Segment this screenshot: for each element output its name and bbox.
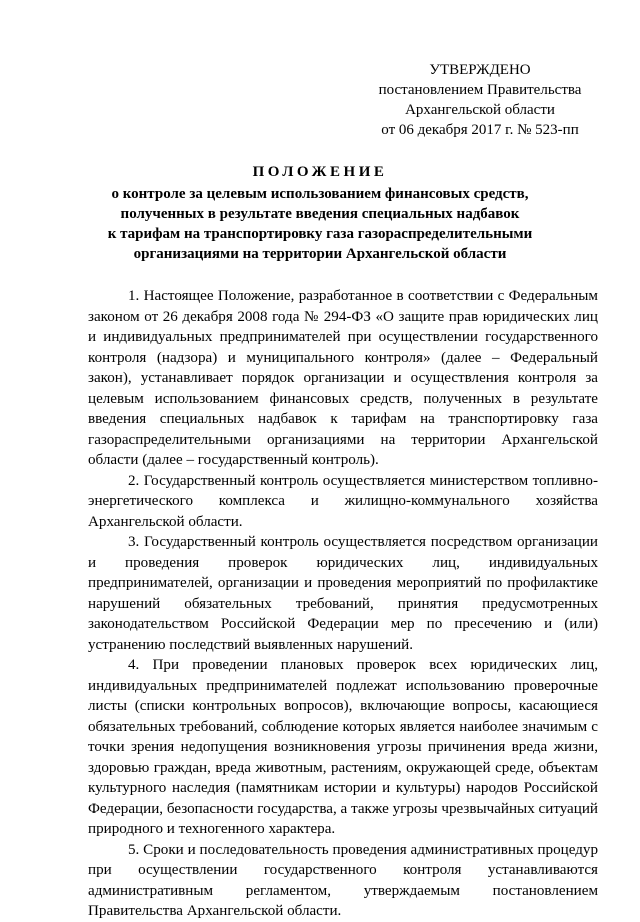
- paragraph-5: 5. Сроки и последовательность проведения административных процедур при осуществлении государственного контроля устанавливаются административным регламентом, утверждаемым постановлением Правительства Архангельской области.: [88, 841, 598, 919]
- title-line-4: организациями на территории Архангельской области: [133, 246, 507, 262]
- approval-region: Архангельской области: [405, 102, 555, 118]
- paragraph-4: 4. При проведении плановых проверок всех юридических лиц, индивидуальных предпринимателей подлежат использованию проверочные листы (списки контрольных вопросов), включающие вопросы, касающиеся обязательных требований, соблюдение которых является наиболее значимым с точки зрения недопущения возникновения угрозы причинения вреда жизни, здоровью граждан, вреда животным, растениям, окружающей среде, объектам культурного наследия (памятникам истории и культуры) народов Российской Федерации, безопасности государства, а также угрозы чрезвычайных ситуаций природного и техногенного характера.: [88, 657, 598, 837]
- paragraph-3: 3. Государственный контроль осуществляется посредством организации и проведения проверок юридических лиц, индивидуальных предпринимателей, организации и проведения мероприятий по профилактике нарушений обязательных требований, принятия предусмотренных законодательством Российской Федерации мер по пресечению и (или) устранению последствий выявленных нарушений.: [88, 534, 598, 653]
- paragraph-2: 2. Государственный контроль осуществляется министерством топливно-энергетического комплекса и жилищно-коммунального хозяйства Архангельской области.: [88, 472, 598, 530]
- approval-label: УТВЕРЖДЕНО: [429, 62, 531, 78]
- document-title: [100, 162, 540, 264]
- title-heading: ПОЛОЖЕНИЕ: [252, 164, 388, 180]
- title-line-1: о контроле за целевым использованием финансовых средств,: [111, 186, 529, 202]
- paragraph-1: 1. Настоящее Положение, разработанное в соответствии с Федеральным законом от 26 декабря 2008 года № 294-ФЗ «О защите прав юридических лиц и индивидуальных предпринимателей при осуществлении государственного контроля (надзора) и муниципального контроля» (далее – Федеральный закон), устанавливает порядок организации и осуществления контроля за целевым использованием финансовых средств, полученных в результате введения специальных надбавок к тарифам на транспортировку газа газораспределительными организациями на территории Архангельской области (далее – государственный контроль).: [88, 288, 598, 468]
- approval-date-number: от 06 декабря 2017 г. № 523-пп: [381, 122, 579, 138]
- title-line-3: к тарифам на транспортировку газа газораспределительными: [107, 226, 533, 242]
- title-line-2: полученных в результате введения специальных надбавок: [120, 206, 520, 222]
- document-body: [88, 286, 598, 922]
- approval-stamp: [360, 60, 600, 140]
- approval-authority: постановлением Правительства: [378, 82, 582, 98]
